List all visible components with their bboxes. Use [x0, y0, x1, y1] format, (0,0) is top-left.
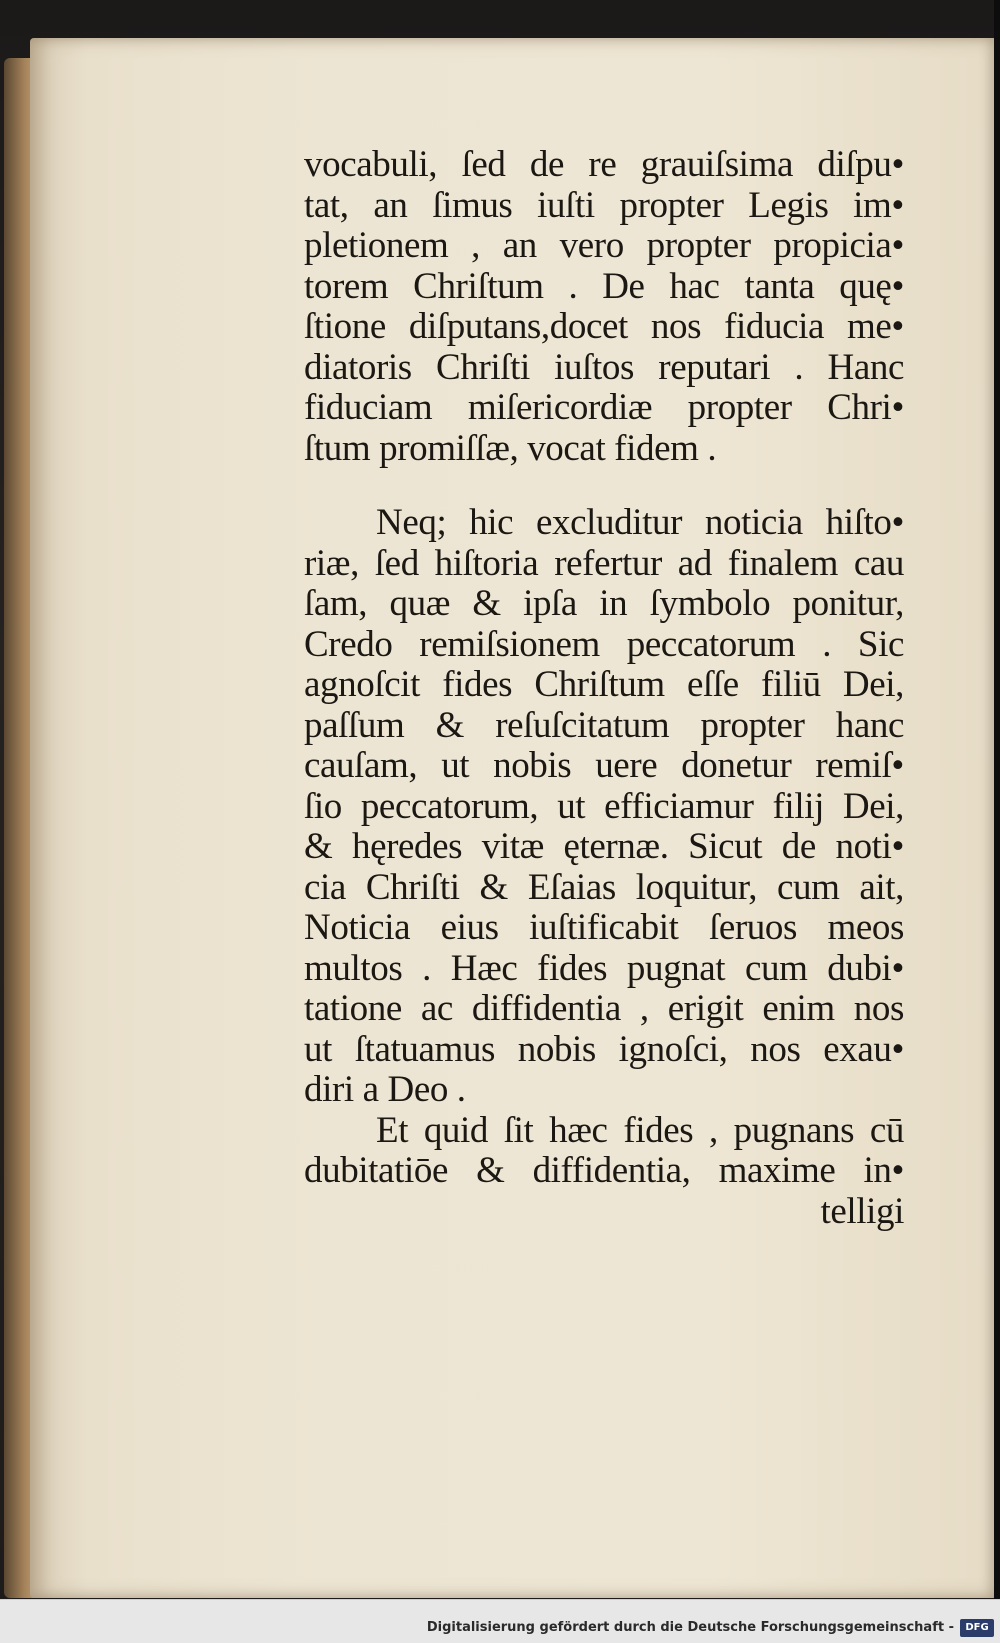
- footer-bar: [0, 1599, 1000, 1643]
- page-text: [304, 145, 904, 1232]
- paragraph-gap: [304, 469, 904, 503]
- text-line: ut ſtatuamus nobis ignoſci, nos exau•: [304, 1028, 904, 1070]
- text-line: dubitatiōe & diffidentia, maxime in•: [304, 1150, 904, 1191]
- text-line: Credo remiſsionem peccatorum . Sic: [304, 623, 904, 665]
- scan-border: [994, 0, 1000, 1600]
- text-line: Noticia eius iuſtificabit ſeruos meos: [304, 907, 904, 948]
- text-line: torem Chriſtum . De hac tanta quę•: [304, 265, 904, 307]
- text-line: ſtum promiſſæ, vocat fidem .: [304, 427, 717, 469]
- text-line: ſio peccatorum, ut efficiamur filij Dei,: [304, 785, 904, 827]
- text-line: Et quid ſit hæc fides , pugnans cū: [376, 1109, 904, 1151]
- catchword: telligi: [820, 1190, 904, 1232]
- text-line: riæ, ſed hiſtoria refertur ad finalem cau: [304, 542, 904, 584]
- text-line: pletionem , an vero propter propicia•: [304, 225, 904, 266]
- text-line: fiduciam miſericordiæ propter Chri•: [304, 387, 904, 428]
- text-line: & hęredes vitæ ęternæ. Sicut de noti•: [304, 826, 904, 867]
- text-line: agnoſcit fides Chriſtum eſſe filiū Dei,: [304, 664, 904, 705]
- text-line: diatoris Chriſti iuſtos reputari . Hanc: [304, 346, 904, 388]
- text-line: vocabuli, ſed de re grauiſsima diſpu•: [304, 144, 904, 185]
- text-line: cia Chriſti & Eſaias loquitur, cum ait,: [304, 866, 904, 908]
- text-line: paſſum & reſuſcitatum propter hanc: [304, 704, 904, 746]
- text-line: Neq; hic excluditur noticia hiſto•: [376, 502, 904, 543]
- text-line: ſtione diſputans,docet nos fiducia me•: [304, 306, 904, 347]
- dfg-logo: DFG: [960, 1619, 994, 1637]
- text-line: diri a Deo .: [304, 1069, 466, 1110]
- text-line: ſam, quæ & ipſa in ſymbolo ponitur,: [304, 583, 904, 624]
- text-line: tat, an ſimus iuſti propter Legis im•: [304, 184, 904, 226]
- text-line: tatione ac diffidentia , erigit enim nos: [304, 988, 904, 1029]
- funding-credit: Digitalisierung gefördert durch die Deutsche Forschungsgemeinschaft -: [426, 1620, 954, 1635]
- text-line: cauſam, ut nobis uere donetur remiſ•: [304, 745, 904, 786]
- text-line: multos . Hæc fides pugnat cum dubi•: [304, 947, 904, 989]
